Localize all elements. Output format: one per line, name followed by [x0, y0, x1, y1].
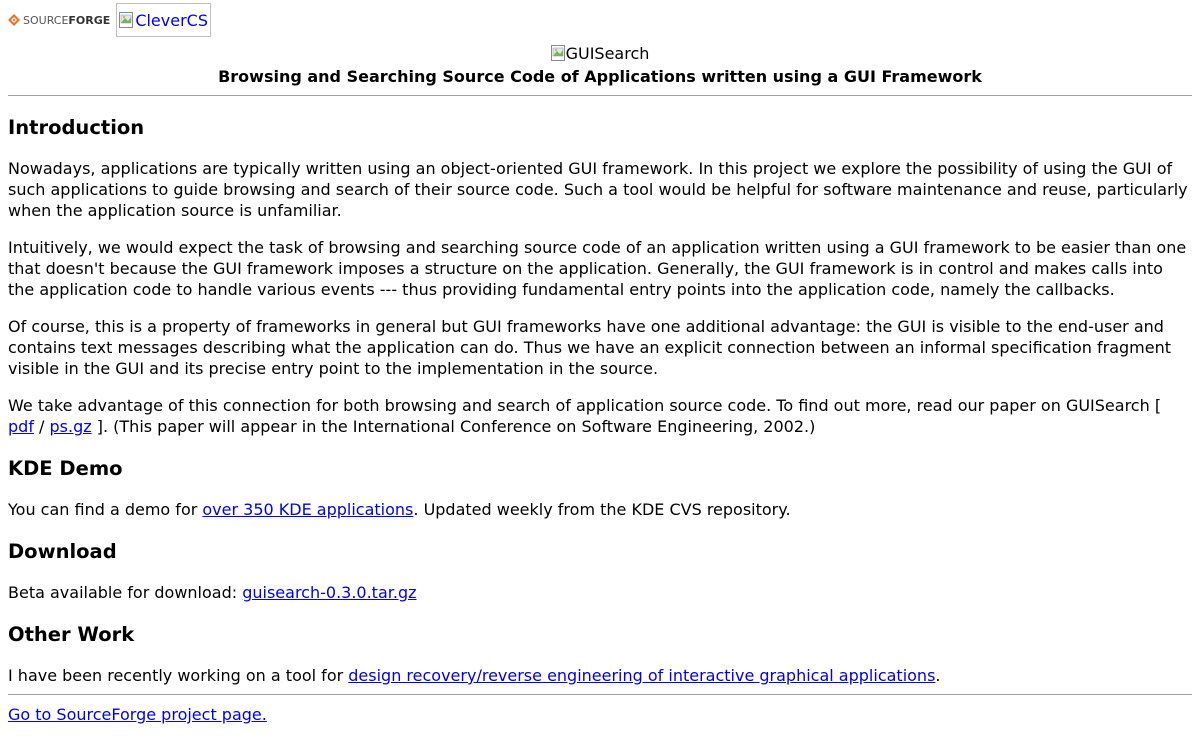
sourceforge-project-page-link[interactable]: Go to SourceForge project page. — [8, 705, 267, 724]
other-text-after: . — [935, 666, 941, 685]
divider-top — [8, 95, 1192, 96]
kde-text-before: You can find a demo for — [8, 500, 203, 519]
divider-bottom — [8, 694, 1192, 695]
guisearch-logo-alt-text: GUISearch — [565, 43, 650, 63]
other-text-before: I have been recently working on a tool for — [8, 666, 349, 685]
kde-applications-link[interactable]: over 350 KDE applications — [202, 500, 414, 519]
heading-introduction: Introduction — [8, 116, 145, 139]
download-text-before: Beta available for download: — [8, 583, 243, 602]
sourceforge-logo-link[interactable] — [8, 10, 110, 31]
kde-demo-paragraph — [8, 499, 1192, 520]
intro-paragraph-4 — [8, 395, 1192, 437]
heading-kde-demo: KDE Demo — [8, 457, 123, 480]
intro-p4-separator: / — [33, 417, 50, 436]
heading-other-work: Other Work — [8, 623, 135, 646]
paper-pdf-link[interactable]: pdf — [8, 417, 34, 436]
intro-paragraph-2: Intuitively, we would expect the task of browsing and searching source code of an application written using a GUI framework to be easier than one that doesn't because the GUI framework imposes a structure on the application. Generally, the GUI framework is in control and makes calls into the application code to handle various events --- thus providing fundamental entry points into the application code, namely the callbacks. — [8, 238, 1187, 299]
sourceforge-logo-text-bold: FORGE — [68, 13, 111, 27]
kde-text-after: . Updated weekly from the KDE CVS repository. — [413, 500, 791, 519]
sourceforge-diamond-icon — [8, 14, 20, 26]
design-recovery-link[interactable]: design recovery/reverse engineering of interactive graphical applications — [348, 666, 936, 685]
intro-p4-text-before: We take advantage of this connection for both browsing and search of application source code. To find out more, read our paper on GUISearch [ — [8, 396, 1162, 415]
broken-image-icon — [119, 12, 133, 28]
download-tarball-link[interactable]: guisearch-0.3.0.tar.gz — [242, 583, 417, 602]
clevercs-image-link[interactable] — [116, 3, 211, 37]
clevercs-image-alt-text: CleverCS — [135, 10, 208, 30]
intro-paragraph-3: Of course, this is a property of frameworks in general but GUI frameworks have one additional advantage: the GUI is visible to the end-user and contains text messages describing what the application can do. Thus we have an explicit connection between an informal specification fragment visible in the GUI and its precise entry point to the implementation in the source. — [8, 317, 1172, 378]
page-subtitle: Browsing and Searching Source Code of Applications written using a GUI Framework — [218, 67, 982, 86]
intro-paragraph-1: Nowadays, applications are typically written using an object-oriented GUI framework. In this project we explore the possibility of using the GUI of such applications to guide browsing and search of their source code. Such a tool would be helpful for software maintenance and reuse, particularly when the application source is unfamiliar. — [8, 159, 1188, 220]
heading-download: Download — [8, 540, 117, 563]
broken-image-icon — [551, 45, 565, 61]
guisearch-logo-image — [551, 42, 650, 64]
download-paragraph — [8, 582, 1192, 603]
paper-psgz-link[interactable]: ps.gz — [49, 417, 92, 436]
sourceforge-logo-text-light: SOURCE — [23, 13, 69, 27]
topbar — [8, 0, 1192, 40]
intro-p4-text-after: ]. (This paper will appear in the International Conference on Software Engineering, 2002.) — [91, 417, 816, 436]
other-work-paragraph — [8, 665, 1192, 686]
page-header — [8, 42, 1192, 87]
